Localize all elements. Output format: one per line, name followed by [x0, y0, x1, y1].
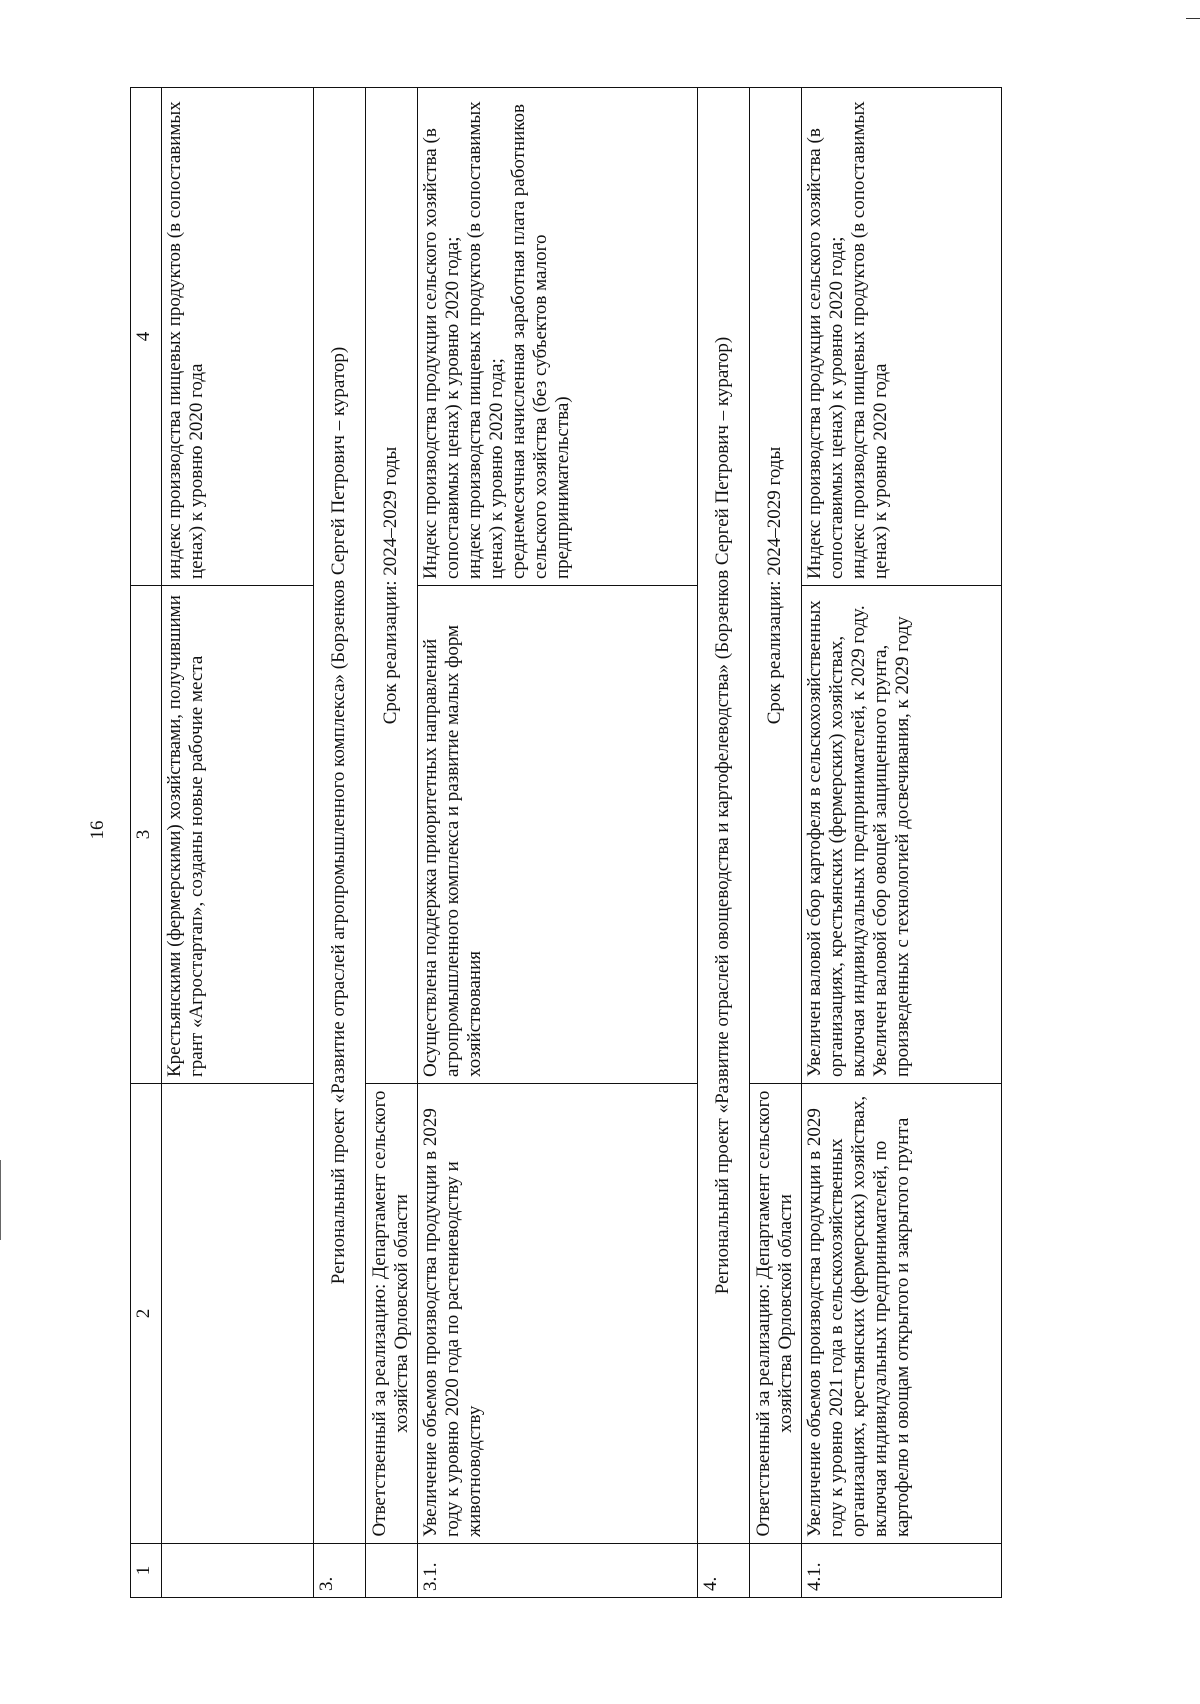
- row-result: [802, 586, 1002, 1084]
- responsible-department: Ответственный за реализацию: Департамент сельского хозяйства Орловской области: [750, 1084, 802, 1544]
- empty-cell: [366, 1544, 418, 1598]
- row-indicator: индекс производства пищевых продуктов (в сопоставимых ценах) к уровню 2020 года: [162, 88, 314, 586]
- implementation-term: Срок реализации: 2024–2029 годы: [750, 88, 802, 1084]
- row-result: Осуществлена поддержка приоритетных направлений агропромышленного комплекса и развитие малых форм хозяйствования: [418, 586, 698, 1084]
- row-task: [162, 1084, 314, 1544]
- row-task: Увеличение объемов производства продукции в 2029 году к уровню 2021 года в сельскохозяйственных организациях, крестьянских (фермерских) хозяйствах, включая индивидуальных предпринимателей, по картофелю и овощам открытого и закрытого грунта: [802, 1084, 1002, 1544]
- section-4-responsible-row: [750, 88, 802, 1598]
- indicator-line: Индекс производства продукции сельского хозяйства (в сопоставимых ценах) к уровню 2020 года;: [420, 128, 463, 579]
- column-header-3: 3: [131, 586, 162, 1084]
- section-title: Региональный проект «Развитие отраслей агропромышленного комплекса» (Борзенков Сергей Петрович – куратор): [314, 88, 366, 1544]
- table-row: [418, 88, 698, 1598]
- document-table: [130, 87, 1002, 1598]
- section-title: Региональный проект «Развитие отраслей овощеводства и картофелеводства» (Борзенков Сергей Петрович – куратор): [698, 88, 750, 1544]
- row-task: Увеличение объемов производства продукции в 2029 году к уровню 2020 года по растениеводству и животноводству: [418, 1084, 698, 1544]
- section-3-title-row: [314, 88, 366, 1598]
- indicator-line: индекс производства пищевых продуктов (в сопоставимых ценах) к уровню 2020 года;: [464, 101, 507, 579]
- table-row-continuation: [162, 88, 314, 1598]
- rotated-table-container: [130, 88, 1025, 1598]
- indicator-line: индекс производства пищевых продуктов (в сопоставимых ценах) к уровню 2020 года: [848, 101, 891, 579]
- section-4-title-row: [698, 88, 750, 1598]
- row-number: 4.1.: [802, 1544, 1002, 1598]
- column-number-row: [131, 88, 162, 1598]
- result-line: Увеличен валовой сбор картофеля в сельскохозяйственных организациях, крестьянских (фермерских) хозяйствах, включая индивидуальных предпринимателей, к 2029 году.: [804, 600, 869, 1077]
- column-header-2: 2: [131, 1084, 162, 1544]
- row-number: 3.1.: [418, 1544, 698, 1598]
- row-result: Крестьянскими (фермерскими) хозяйствами, получившими грант «Агростартап», созданы новые рабочие места: [162, 586, 314, 1084]
- column-header-1: 1: [131, 1544, 162, 1598]
- result-line: Увеличен валовой сбор овощей защищенного грунта, произведенных с технологией досвечивания, к 2029 году: [870, 616, 913, 1077]
- indicator-line: Индекс производства продукции сельского хозяйства (в сопоставимых ценах) к уровню 2020 года;: [804, 128, 847, 579]
- section-3-responsible-row: [366, 88, 418, 1598]
- column-header-4: 4: [131, 88, 162, 586]
- page-number: 16: [87, 820, 108, 840]
- row-indicator: [418, 88, 698, 586]
- responsible-department: Ответственный за реализацию: Департамент сельского хозяйства Орловской области: [366, 1084, 418, 1544]
- table-row: [802, 88, 1002, 1598]
- row-number: [162, 1544, 314, 1598]
- implementation-term: Срок реализации: 2024–2029 годы: [366, 88, 418, 1084]
- scan-artifact-line: [0, 1160, 1, 1240]
- indicator-line: среднемесячная начисленная заработная плата работников сельского хозяйства (без субъектов малого предпринимательства): [508, 103, 573, 579]
- section-number: 4.: [698, 1544, 750, 1598]
- scan-artifact-mark: [1186, 18, 1200, 19]
- row-indicator: [802, 88, 1002, 586]
- section-number: 3.: [314, 1544, 366, 1598]
- empty-cell: [750, 1544, 802, 1598]
